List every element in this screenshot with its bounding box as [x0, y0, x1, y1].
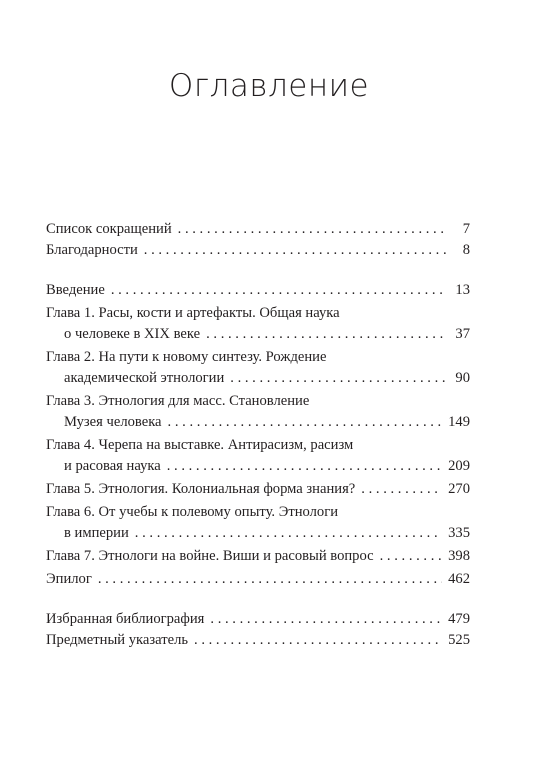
toc-entry-chapter-5[interactable]	[46, 479, 470, 500]
toc-entry-title-cont: Музея человека	[64, 414, 162, 430]
toc-entry-title: Эпилог	[46, 571, 92, 587]
toc-entry-title: Глава 3. Этнология для масс. Становление	[46, 393, 310, 409]
dot-leader	[98, 569, 442, 590]
toc-page-number: 525	[448, 632, 470, 648]
toc-entry-title-cont: о человеке в XIX веке	[64, 326, 201, 342]
toc-entry-title-cont: и расовая наука	[64, 458, 161, 474]
toc-entry-chapter-2[interactable]	[46, 347, 470, 389]
dot-leader	[178, 219, 446, 240]
dot-leader	[144, 240, 446, 261]
toc-entry-title: Глава 5. Этнология. Колониальная форма знания?	[46, 481, 356, 497]
toc-entry-title: Введение	[46, 282, 105, 298]
toc-entry-title: Список сокращений	[46, 221, 172, 237]
toc-entry-chapter-3[interactable]	[46, 391, 470, 433]
dot-leader	[210, 609, 442, 630]
toc-page-number: 270	[448, 481, 470, 497]
toc-entry-title-cont: академической этнологии	[64, 370, 225, 386]
toc-page-number: 398	[448, 548, 470, 564]
dot-leader	[380, 546, 442, 567]
dot-leader	[111, 280, 446, 301]
toc-page-number: 479	[448, 611, 470, 627]
toc-entry-epilogue[interactable]	[46, 569, 470, 590]
toc-entry-introduction[interactable]	[46, 280, 470, 301]
toc-page-number: 13	[455, 282, 470, 298]
toc-page-number: 209	[448, 458, 470, 474]
page-title: Оглавление	[168, 68, 370, 104]
toc-page-number: 90	[455, 370, 470, 386]
toc-entry-title: Глава 4. Черепа на выставке. Антирасизм, расизм	[46, 437, 354, 453]
toc-page-number: 7	[462, 221, 470, 237]
dot-leader	[361, 479, 442, 500]
dot-leader	[206, 324, 446, 345]
toc-entry-chapter-1[interactable]	[46, 303, 470, 345]
dot-leader	[167, 456, 442, 477]
toc-page-number: 37	[455, 326, 470, 342]
toc-entry-chapter-6[interactable]	[46, 502, 470, 544]
toc-page-number: 8	[462, 242, 470, 258]
toc-page-number: 335	[448, 525, 470, 541]
toc-entry-chapter-4[interactable]	[46, 435, 470, 477]
toc-entry-title: Глава 1. Расы, кости и артефакты. Общая наука	[46, 305, 340, 321]
toc-page-number: 462	[448, 571, 470, 587]
toc-entry-subject-index[interactable]	[46, 630, 470, 651]
toc-entry-title: Глава 6. От учебы к полевому опыту. Этнологи	[46, 504, 339, 520]
toc-entry-chapter-7[interactable]	[46, 546, 470, 567]
toc-page-number: 149	[448, 414, 470, 430]
toc-entry-acknowledgements[interactable]	[46, 240, 470, 261]
dot-leader	[168, 412, 443, 433]
toc-entry-title-cont: в империи	[64, 525, 129, 541]
dot-leader	[135, 523, 442, 544]
toc-entry-title: Предметный указатель	[46, 632, 189, 648]
toc-entry-title: Глава 7. Этнологи на войне. Виши и расовый вопрос	[46, 548, 374, 564]
toc-entry-title: Глава 2. На пути к новому синтезу. Рождение	[46, 349, 327, 365]
table-of-contents	[46, 219, 470, 651]
toc-entry-abbreviations[interactable]	[46, 219, 470, 240]
toc-entry-bibliography[interactable]	[46, 609, 470, 630]
toc-entry-title: Благодарности	[46, 242, 138, 258]
dot-leader	[230, 368, 446, 389]
dot-leader	[194, 630, 442, 651]
toc-entry-title: Избранная библиография	[46, 611, 205, 627]
